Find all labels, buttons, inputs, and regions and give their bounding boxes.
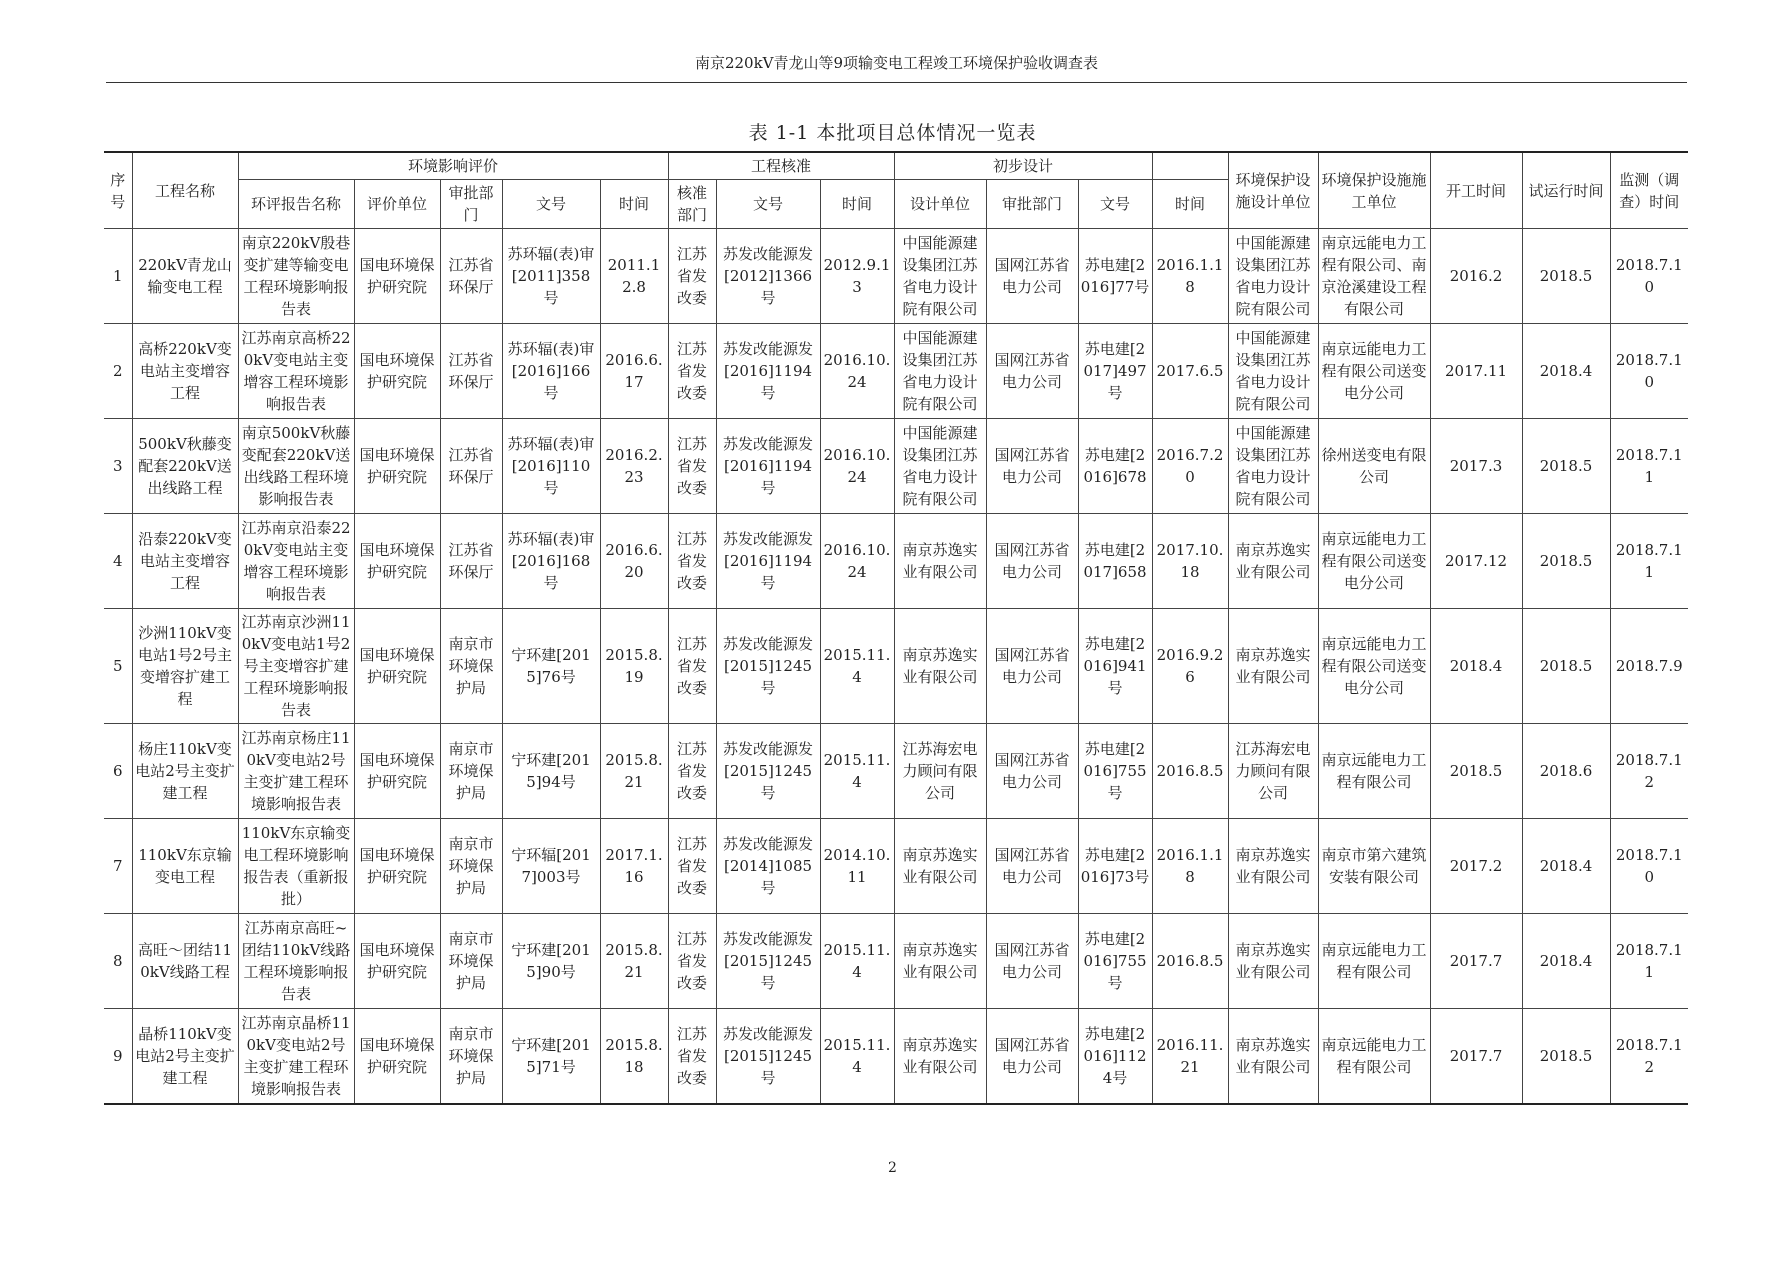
cell-eia-time: 2017.1.16 [600,819,668,914]
cell-design-time: 2016.11.21 [1152,1009,1228,1104]
cell-trial: 2018.5 [1522,609,1610,724]
cell-design-dept: 国网江苏省电力公司 [986,419,1078,514]
cell-eia-time: 2015.8.18 [600,1009,668,1104]
cell-design-unit: 中国能源建设集团江苏省电力设计院有限公司 [894,419,986,514]
cell-design-dept: 国网江苏省电力公司 [986,609,1078,724]
table-row [104,514,1688,609]
cell-monitor: 2018.7.11 [1610,914,1688,1009]
cell-seq: 7 [104,819,132,914]
cell-design-dept: 国网江苏省电力公司 [986,514,1078,609]
cell-trial: 2018.6 [1522,724,1610,819]
table-row [104,609,1688,724]
cell-trial: 2018.5 [1522,419,1610,514]
cell-start: 2017.3 [1430,419,1522,514]
cell-design-dept: 国网江苏省电力公司 [986,724,1078,819]
col-group-design: 初步设计 [894,152,1152,180]
col-design-time: 时间 [1152,180,1228,229]
cell-name: 500kV秋藤变配套220kV送出线路工程 [132,419,238,514]
cell-start: 2018.5 [1430,724,1522,819]
cell-approve-doc: 苏发改能源发[2015]1245号 [716,914,820,1009]
cell-env-design: 中国能源建设集团江苏省电力设计院有限公司 [1228,229,1318,324]
cell-trial: 2018.4 [1522,819,1610,914]
cell-monitor: 2018.7.10 [1610,229,1688,324]
cell-approve-dept: 江苏省发改委 [668,419,716,514]
cell-env-build: 南京远能电力工程有限公司 [1318,1009,1430,1104]
cell-seq: 2 [104,324,132,419]
table-row [104,419,1688,514]
col-env-build: 环境保护设施施工单位 [1318,152,1430,229]
cell-trial: 2018.4 [1522,324,1610,419]
cell-eia-doc: 宁环建[2015]76号 [502,609,600,724]
cell-design-time: 2017.10.18 [1152,514,1228,609]
cell-env-design: 南京苏逸实业有限公司 [1228,514,1318,609]
header-rule [106,82,1687,83]
cell-design-doc: 苏电建[2016]77号 [1078,229,1152,324]
cell-eia-dept: 南京市环境保护局 [440,724,502,819]
cell-eia-report: 江苏南京沿泰220kV变电站主变增容工程环境影响报告表 [238,514,354,609]
table-body [104,229,1688,1104]
cell-eia-report: 江苏南京高桥220kV变电站主变增容工程环境影响报告表 [238,324,354,419]
cell-start: 2018.4 [1430,609,1522,724]
cell-approve-time: 2012.9.13 [820,229,894,324]
cell-design-time: 2016.1.18 [1152,229,1228,324]
cell-approve-dept: 江苏省发改委 [668,819,716,914]
cell-design-time: 2016.8.5 [1152,724,1228,819]
cell-design-unit: 南京苏逸实业有限公司 [894,819,986,914]
cell-approve-time: 2015.11.4 [820,724,894,819]
cell-design-doc: 苏电建[2016]755号 [1078,724,1152,819]
cell-name: 高旺～团结110kV线路工程 [132,914,238,1009]
cell-approve-time: 2015.11.4 [820,1009,894,1104]
cell-eia-unit: 国电环境保护研究院 [354,724,440,819]
cell-eia-dept: 南京市环境保护局 [440,819,502,914]
cell-eia-doc: 宁环建[2015]90号 [502,914,600,1009]
cell-eia-doc: 苏环辐(表)审[2016]168号 [502,514,600,609]
cell-trial: 2018.4 [1522,914,1610,1009]
cell-design-unit: 中国能源建设集团江苏省电力设计院有限公司 [894,229,986,324]
cell-eia-doc: 宁环建[2015]94号 [502,724,600,819]
cell-design-time: 2016.7.20 [1152,419,1228,514]
cell-design-doc: 苏电建[2016]73号 [1078,819,1152,914]
cell-approve-doc: 苏发改能源发[2015]1245号 [716,724,820,819]
page-number: 2 [888,1160,897,1176]
cell-design-dept: 国网江苏省电力公司 [986,1009,1078,1104]
col-monitor: 监测（调查）时间 [1610,152,1688,229]
cell-start: 2017.7 [1430,914,1522,1009]
cell-monitor: 2018.7.9 [1610,609,1688,724]
col-seq: 序号 [104,152,132,229]
cell-approve-doc: 苏发改能源发[2015]1245号 [716,609,820,724]
cell-name: 晶桥110kV变电站2号主变扩建工程 [132,1009,238,1104]
cell-name: 110kV东京输变电工程 [132,819,238,914]
cell-eia-report: 110kV东京输变电工程环境影响报告表（重新报批） [238,819,354,914]
cell-env-design: 南京苏逸实业有限公司 [1228,819,1318,914]
cell-design-unit: 江苏海宏电力顾问有限公司 [894,724,986,819]
col-name: 工程名称 [132,152,238,229]
cell-design-dept: 国网江苏省电力公司 [986,819,1078,914]
cell-design-unit: 南京苏逸实业有限公司 [894,514,986,609]
col-design-dept: 审批部门 [986,180,1078,229]
cell-design-dept: 国网江苏省电力公司 [986,229,1078,324]
cell-monitor: 2018.7.10 [1610,819,1688,914]
cell-env-build: 徐州送变电有限公司 [1318,419,1430,514]
cell-eia-unit: 国电环境保护研究院 [354,819,440,914]
cell-eia-doc: 苏环辐(表)审[2016]166号 [502,324,600,419]
cell-eia-report: 江苏南京晶桥110kV变电站2号主变扩建工程环境影响报告表 [238,1009,354,1104]
cell-trial: 2018.5 [1522,514,1610,609]
cell-monitor: 2018.7.11 [1610,419,1688,514]
cell-approve-doc: 苏发改能源发[2014]1085号 [716,819,820,914]
col-design-unit: 设计单位 [894,180,986,229]
cell-start: 2016.2 [1430,229,1522,324]
cell-approve-dept: 江苏省发改委 [668,914,716,1009]
cell-start: 2017.12 [1430,514,1522,609]
cell-eia-report: 江苏南京杨庄110kV变电站2号主变扩建工程环境影响报告表 [238,724,354,819]
cell-eia-doc: 苏环辐(表)审[2016]110号 [502,419,600,514]
overview-table [104,151,1688,1105]
cell-approve-dept: 江苏省发改委 [668,724,716,819]
col-approve-dept: 核准部门 [668,180,716,229]
col-eia-time: 时间 [600,180,668,229]
cell-monitor: 2018.7.10 [1610,324,1688,419]
cell-eia-unit: 国电环境保护研究院 [354,419,440,514]
cell-design-dept: 国网江苏省电力公司 [986,914,1078,1009]
cell-seq: 1 [104,229,132,324]
cell-approve-time: 2015.11.4 [820,609,894,724]
cell-monitor: 2018.7.11 [1610,514,1688,609]
cell-eia-doc: 苏环辐(表)审[2011]358号 [502,229,600,324]
cell-trial: 2018.5 [1522,229,1610,324]
cell-eia-report: 南京500kV秋藤变配套220kV送出线路工程环境影响报告表 [238,419,354,514]
cell-env-design: 南京苏逸实业有限公司 [1228,1009,1318,1104]
cell-approve-dept: 江苏省发改委 [668,609,716,724]
cell-env-design: 南京苏逸实业有限公司 [1228,609,1318,724]
cell-seq: 3 [104,419,132,514]
cell-eia-report: 江苏南京沙洲110kV变电站1号2号主变增容扩建工程环境影响报告表 [238,609,354,724]
cell-approve-doc: 苏发改能源发[2016]1194号 [716,324,820,419]
cell-start: 2017.7 [1430,1009,1522,1104]
col-design-doc: 文号 [1078,180,1152,229]
cell-eia-dept: 江苏省环保厅 [440,514,502,609]
cell-approve-doc: 苏发改能源发[2016]1194号 [716,419,820,514]
cell-eia-doc: 宁环建[2015]71号 [502,1009,600,1104]
cell-env-design: 江苏海宏电力顾问有限公司 [1228,724,1318,819]
col-env-design: 环境保护设施设计单位 [1228,152,1318,229]
cell-monitor: 2018.7.12 [1610,724,1688,819]
cell-eia-time: 2015.8.19 [600,609,668,724]
cell-eia-dept: 南京市环境保护局 [440,914,502,1009]
cell-approve-time: 2015.11.4 [820,914,894,1009]
cell-eia-unit: 国电环境保护研究院 [354,514,440,609]
cell-trial: 2018.5 [1522,1009,1610,1104]
cell-eia-time: 2015.8.21 [600,914,668,1009]
cell-design-unit: 中国能源建设集团江苏省电力设计院有限公司 [894,324,986,419]
cell-seq: 5 [104,609,132,724]
cell-design-doc: 苏电建[2016]755号 [1078,914,1152,1009]
cell-design-time: 2016.1.18 [1152,819,1228,914]
cell-design-unit: 南京苏逸实业有限公司 [894,1009,986,1104]
cell-seq: 8 [104,914,132,1009]
table-row [104,819,1688,914]
cell-eia-report: 南京220kV殷巷变扩建等输变电工程环境影响报告表 [238,229,354,324]
cell-name: 220kV青龙山输变电工程 [132,229,238,324]
cell-start: 2017.11 [1430,324,1522,419]
col-trial: 试运行时间 [1522,152,1610,229]
cell-env-design: 南京苏逸实业有限公司 [1228,914,1318,1009]
cell-env-design: 中国能源建设集团江苏省电力设计院有限公司 [1228,324,1318,419]
cell-approve-doc: 苏发改能源发[2015]1245号 [716,1009,820,1104]
col-approve-time: 时间 [820,180,894,229]
cell-approve-time: 2016.10.24 [820,419,894,514]
cell-approve-time: 2016.10.24 [820,324,894,419]
cell-approve-time: 2016.10.24 [820,514,894,609]
cell-name: 杨庄110kV变电站2号主变扩建工程 [132,724,238,819]
cell-design-dept: 国网江苏省电力公司 [986,324,1078,419]
cell-name: 沿泰220kV变电站主变增容工程 [132,514,238,609]
cell-approve-time: 2014.10.11 [820,819,894,914]
cell-eia-time: 2016.6.17 [600,324,668,419]
cell-seq: 4 [104,514,132,609]
table-row [104,324,1688,419]
cell-seq: 6 [104,724,132,819]
col-eia-report: 环评报告名称 [238,180,354,229]
cell-design-doc: 苏电建[2016]941号 [1078,609,1152,724]
col-group-approve: 工程核准 [668,152,894,180]
cell-design-doc: 苏电建[2016]1124号 [1078,1009,1152,1104]
cell-design-doc: 苏电建[2017]658 [1078,514,1152,609]
cell-eia-time: 2011.12.8 [600,229,668,324]
cell-name: 沙洲110kV变电站1号2号主变增容扩建工程 [132,609,238,724]
cell-env-build: 南京远能电力工程有限公司 [1318,724,1430,819]
col-eia-dept: 审批部门 [440,180,502,229]
page-header: 南京220kV青龙山等9项输变电工程竣工环境保护验收调查表 [694,54,1099,72]
col-start: 开工时间 [1430,152,1522,229]
cell-eia-report: 江苏南京高旺~团结110kV线路工程环境影响报告表 [238,914,354,1009]
cell-env-build: 南京远能电力工程有限公司送变电分公司 [1318,609,1430,724]
cell-approve-dept: 江苏省发改委 [668,324,716,419]
cell-eia-dept: 南京市环境保护局 [440,609,502,724]
table-title: 表 1-1 本批项目总体情况一览表 [748,122,1037,144]
cell-eia-dept: 江苏省环保厅 [440,229,502,324]
cell-approve-dept: 江苏省发改委 [668,229,716,324]
cell-eia-dept: 江苏省环保厅 [440,419,502,514]
cell-eia-dept: 南京市环境保护局 [440,1009,502,1104]
cell-approve-dept: 江苏省发改委 [668,1009,716,1104]
cell-design-doc: 苏电建[2016]678 [1078,419,1152,514]
cell-design-time: 2016.9.26 [1152,609,1228,724]
col-eia-doc: 文号 [502,180,600,229]
cell-name: 高桥220kV变电站主变增容工程 [132,324,238,419]
col-approve-doc: 文号 [716,180,820,229]
cell-env-build: 南京市第六建筑安装有限公司 [1318,819,1430,914]
cell-eia-unit: 国电环境保护研究院 [354,914,440,1009]
cell-env-build: 南京远能电力工程有限公司、南京沧溪建设工程有限公司 [1318,229,1430,324]
cell-design-time: 2017.6.5 [1152,324,1228,419]
cell-env-build: 南京远能电力工程有限公司 [1318,914,1430,1009]
col-group-design-spacer [1152,152,1228,180]
cell-eia-time: 2016.6.20 [600,514,668,609]
cell-design-time: 2016.8.5 [1152,914,1228,1009]
cell-eia-time: 2016.2.23 [600,419,668,514]
cell-approve-doc: 苏发改能源发[2012]1366号 [716,229,820,324]
cell-env-build: 南京远能电力工程有限公司送变电分公司 [1318,514,1430,609]
cell-eia-doc: 宁环辐[2017]003号 [502,819,600,914]
table-row [104,1009,1688,1104]
cell-approve-doc: 苏发改能源发[2016]1194号 [716,514,820,609]
cell-eia-unit: 国电环境保护研究院 [354,609,440,724]
table-row [104,914,1688,1009]
cell-start: 2017.2 [1430,819,1522,914]
cell-eia-dept: 江苏省环保厅 [440,324,502,419]
col-group-eia: 环境影响评价 [238,152,668,180]
cell-env-build: 南京远能电力工程有限公司送变电分公司 [1318,324,1430,419]
cell-env-design: 中国能源建设集团江苏省电力设计院有限公司 [1228,419,1318,514]
table-row [104,229,1688,324]
col-eia-unit: 评价单位 [354,180,440,229]
cell-seq: 9 [104,1009,132,1104]
cell-monitor: 2018.7.12 [1610,1009,1688,1104]
cell-design-unit: 南京苏逸实业有限公司 [894,609,986,724]
cell-eia-unit: 国电环境保护研究院 [354,229,440,324]
cell-eia-unit: 国电环境保护研究院 [354,324,440,419]
cell-design-doc: 苏电建[2017]497号 [1078,324,1152,419]
cell-eia-time: 2015.8.21 [600,724,668,819]
cell-approve-dept: 江苏省发改委 [668,514,716,609]
table-row [104,724,1688,819]
cell-design-unit: 南京苏逸实业有限公司 [894,914,986,1009]
cell-eia-unit: 国电环境保护研究院 [354,1009,440,1104]
